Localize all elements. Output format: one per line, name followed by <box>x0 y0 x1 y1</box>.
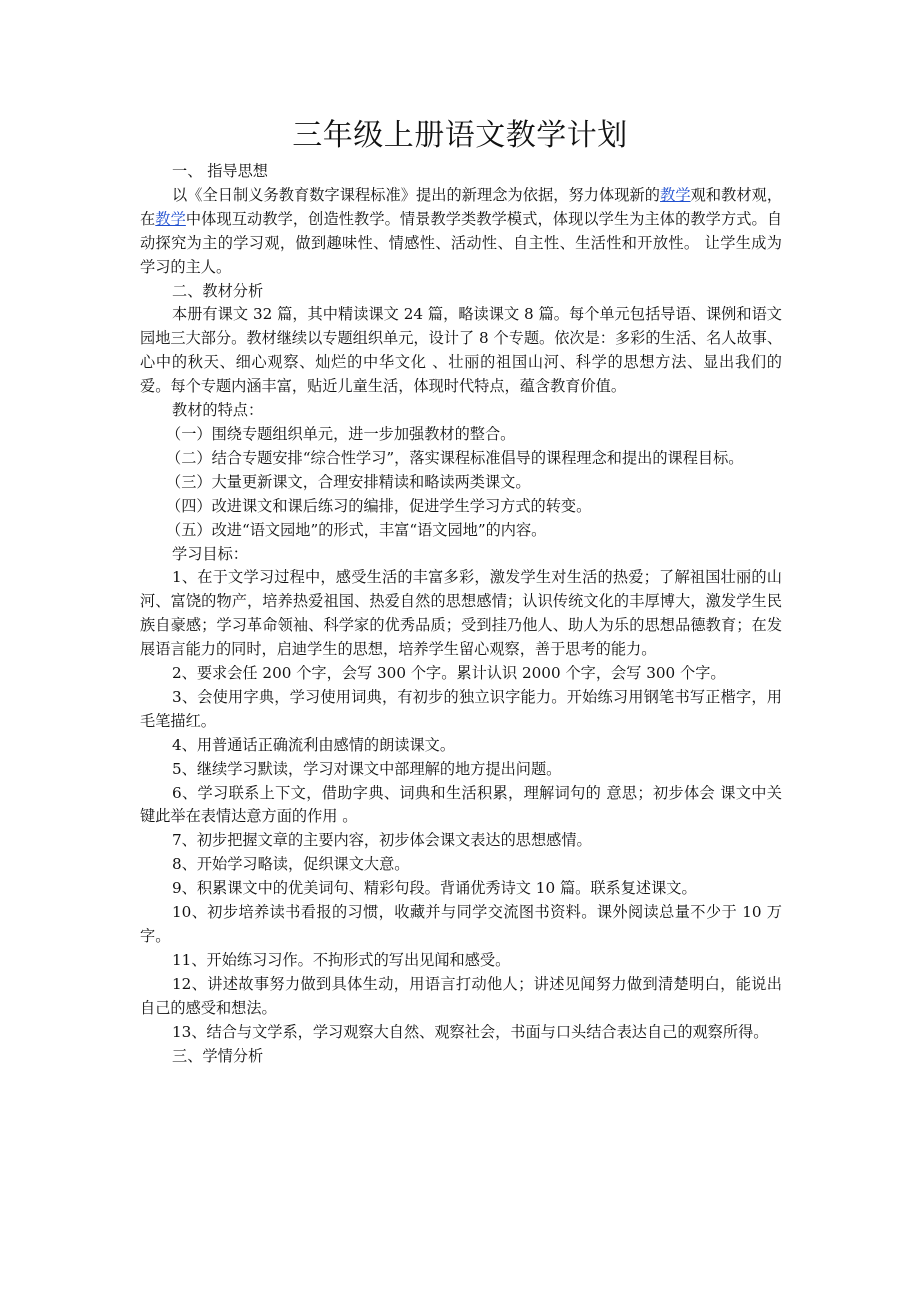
goal-item: 10、初步培养读书看报的习惯，收藏并与同学交流图书资料。课外阅读总量不少于 10 万字。 <box>140 903 782 945</box>
goal-item: 5、继续学习默读，学习对课文中部理解的地方提出问题。 <box>172 759 562 778</box>
section-heading-student-analysis: 三、学情分析 <box>172 1046 264 1065</box>
goal-item: 3、会使用字典，学习使用词典，有初步的独立识字能力。开始练习用钢笔书写正楷字，用毛笔描红。 <box>140 687 782 730</box>
goal-item: 4、用普通话正确流利由感情的朗读课文。 <box>172 735 456 754</box>
teaching-link[interactable]: 教学 <box>660 185 691 204</box>
feature-item: （五）改进“语文园地”的形式，丰富“语文园地”的内容。 <box>166 520 547 539</box>
feature-item: （一）围绕专题组织单元，进一步加强教材的整合。 <box>166 424 516 443</box>
section-heading-guiding: 一、 指导思想 <box>172 162 268 180</box>
teaching-link[interactable]: 教学 <box>155 209 186 228</box>
paragraph-materials: 本册有课文 32 篇，其中精读课文 24 篇，略读课文 8 篇。每个单元包括导语、课例和语文园地三大部分。教材继续以专题组织单元，设计了 8 个专题。依次是：多彩的生活、名人故事、心中的秋天、细心观察、灿烂的中华文化 、壮丽的祖国山河、科学的思想方法、显出我们的爱。每个专题内涵丰富，贴近儿童生活，体现时代特点，蕴含教育价值。 <box>140 305 783 396</box>
feature-item: （四）改进课文和课后练习的编排，促进学生学习方式的转变。 <box>166 496 592 515</box>
goal-item: 7、初步把握文章的主要内容，初步体会课文表达的思想感情。 <box>172 831 592 850</box>
paragraph-guiding <box>140 184 782 280</box>
goal-item: 8、开始学习略读，促织课文大意。 <box>172 855 410 874</box>
goal-item: 12、讲述故事努力做到具体生动，用语言打动他人；讲述见闻努力做到清楚明白，能说出自己的感受和想法。 <box>140 974 782 1017</box>
goal-item: 9、积累课文中的优美词句、精彩句段。背诵优秀诗文 10 篇。联系复述课文。 <box>172 879 697 898</box>
feature-item: （二）结合专题安排“综合性学习”，落实课程标准倡导的课程理念和提出的课程目标。 <box>166 448 744 467</box>
goals-heading: 学习目标： <box>172 544 248 563</box>
goal-item: 6、学习联系上下文，借助字典、词典和生活积累，理解词句的 意思；初步体会 课文中关键此举在表情达意方面的作用 。 <box>140 783 782 826</box>
goal-item: 11、开始练习习作。不拘形式的写出见闻和感受。 <box>172 950 511 969</box>
feature-item: （三）大量更新课文，合理安排精读和略读两类课文。 <box>166 472 531 491</box>
section-heading-materials: 二、教材分析 <box>172 281 264 300</box>
text-run: 以《全日制义务教育数字课程标准》提出的新理念为依据，努力体现新的 <box>172 185 661 204</box>
text-run: 中体现互动教学，创造性教学。情景教学类教学模式，体现以学生为主体的教学方式。自动探究为主的学习观，做到趣味性、情感性、活动性、自主性、生活性和开放性。 让学生成为学习的主人。 <box>140 209 783 276</box>
goal-item: 2、要求会任 200 个字，会写 300 个字。累计认识 2000 个字，会写 300 个字。 <box>172 664 726 683</box>
text-run: 观和教材观，在 <box>140 185 783 228</box>
page-title: 三年级上册语文教学计划 <box>292 118 628 153</box>
goal-item: 13、结合与文学系，学习观察大自然、观察社会，书面与口头结合表达自己的观察所得。 <box>172 1022 769 1041</box>
goal-item: 1、在于文学习过程中，感受生活的丰富多彩，激发学生对生活的热爱；了解祖国壮丽的山河、富饶的物产，培养热爱祖国、热爱自然的思想感情；认识传统文化的丰厚博大，激发学生民族自豪感；学习革命领袖、科学家的优秀品质；受到挂乃他人、助人为乐的思想品德教育；在发展语言能力的同时，启迪学生的思想，培养学生留心观察，善于思考的能力。 <box>140 568 782 659</box>
document-body <box>140 160 782 1068</box>
features-heading: 教材的特点： <box>172 401 264 420</box>
